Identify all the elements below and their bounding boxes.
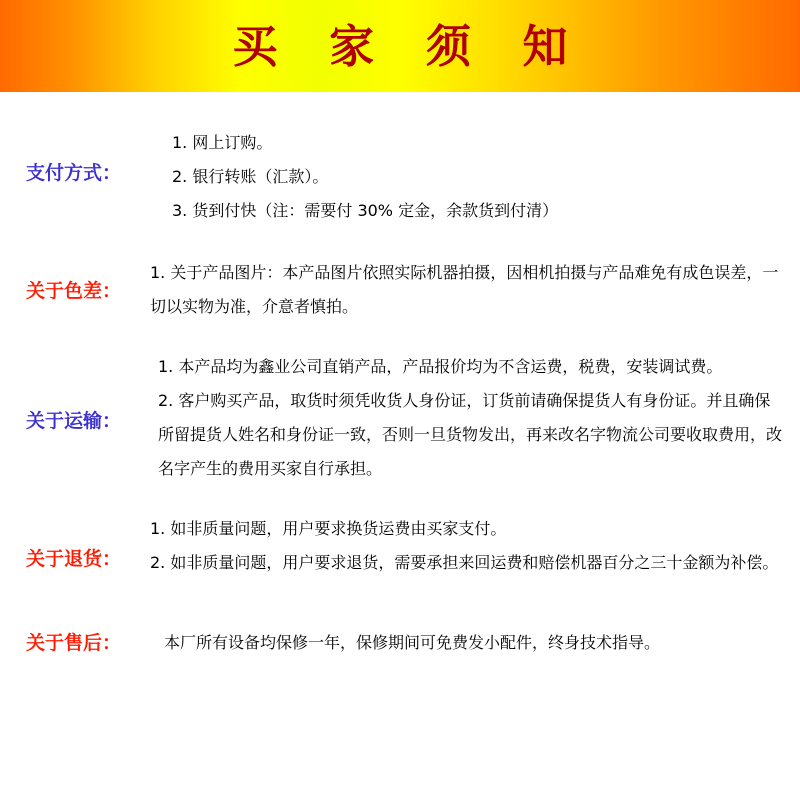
after-sales-line-1: 本厂所有设备均保修一年，保修期间可免费发小配件，终身技术指导。	[164, 633, 661, 652]
section-label-return: 关于退货：	[26, 548, 122, 570]
payment-line-3: 3. 货到付快（注：需要付 30% 定金，余款货到付清）	[172, 201, 559, 220]
payment-line-2: 2. 银行转账（汇款）。	[172, 167, 329, 186]
section-shipping	[0, 350, 800, 486]
banner-title: 买 家 须 知	[232, 19, 586, 73]
section-body-after-sales	[146, 626, 782, 660]
section-body-color	[146, 256, 782, 324]
return-line-1: 1. 如非质量问题，用户要求换货运费由买家支付。	[150, 519, 507, 538]
section-body-shipping	[146, 350, 782, 486]
payment-line-1: 1. 网上订购。	[172, 133, 273, 152]
shipping-line-1: 1. 本产品均为鑫业公司直销产品，产品报价均为不含运费，税费，安装调试费。	[158, 357, 723, 376]
section-label-shipping: 关于运输：	[26, 410, 122, 432]
section-label-color: 关于色差：	[26, 280, 122, 302]
section-return	[0, 512, 800, 580]
section-body-payment	[146, 126, 782, 228]
section-payment	[0, 126, 800, 228]
section-color	[0, 256, 800, 324]
return-line-2: 2. 如非质量问题，用户要求退货，需要承担来回运费和赔偿机器百分之三十金额为补偿。	[150, 553, 779, 572]
notice-content	[0, 126, 800, 660]
banner	[0, 0, 800, 92]
shipping-line-2: 2. 客户购买产品，取货时须凭收货人身份证，订货前请确保提货人有身份证。并且确保所留提货人姓名和身份证一致，否则一旦货物发出，再来改名字物流公司要收取费用，改名字产生的费用买家自行承担。	[158, 391, 783, 478]
section-body-return	[146, 512, 782, 580]
color-line-1: 1. 关于产品图片：本产品图片依照实际机器拍摄，因相机拍摄与产品难免有成色误差，一切以实物为准，介意者慎拍。	[150, 263, 779, 316]
section-label-after-sales: 关于售后：	[26, 632, 122, 654]
section-label-payment: 支付方式：	[26, 162, 122, 184]
section-after-sales	[0, 626, 800, 660]
